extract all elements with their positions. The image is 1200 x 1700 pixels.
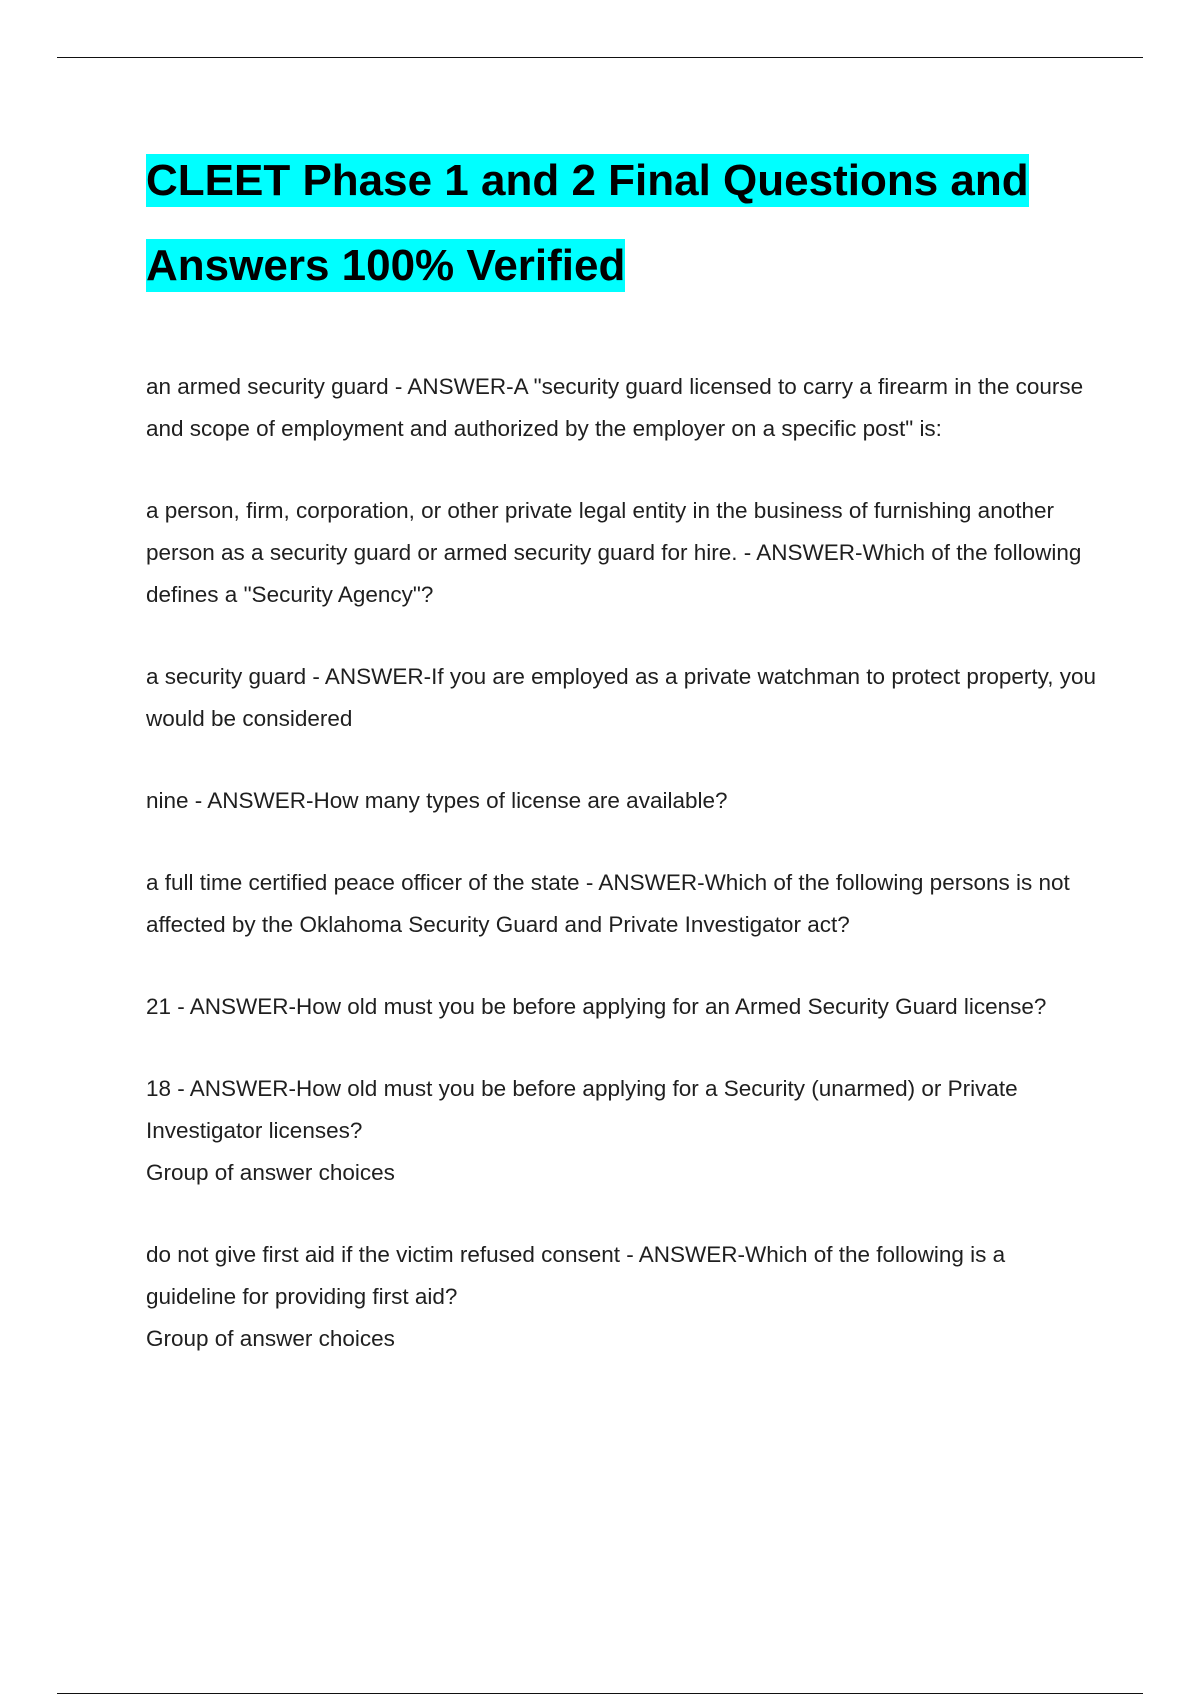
qa-text: 21 - ANSWER-How old must you be before applying for an Armed Security Guard license? [146,994,1047,1019]
qa-item-2 [146,490,1096,616]
qa-text: do not give first aid if the victim refused consent - ANSWER-Which of the following is a guideline for providing first aid? [146,1242,1006,1309]
qa-text: nine - ANSWER-How many types of license are available? [146,788,728,813]
qa-item-6 [146,986,1096,1028]
qa-item-1 [146,366,1096,450]
qa-note: Group of answer choices [146,1160,395,1185]
qa-item-8 [146,1234,1096,1360]
qa-text: 18 - ANSWER-How old must you be before applying for a Security (unarmed) or Private Investigator licenses? [146,1076,1018,1143]
title-highlight: CLEET Phase 1 and 2 Final Questions and Answers 100% Verified [146,156,1029,290]
qa-item-7 [146,1068,1096,1194]
qa-item-3 [146,656,1096,740]
document-title [146,138,1096,308]
qa-item-4 [146,780,1096,822]
qa-text: a person, firm, corporation, or other private legal entity in the business of furnishing another person as a security guard or armed security guard for hire. - ANSWER-Which of the following defines a "Security Agency"? [146,498,1082,607]
qa-item-5 [146,862,1096,946]
qa-note: Group of answer choices [146,1326,395,1351]
document-body [146,138,1096,1400]
bottom-rule [57,1693,1143,1694]
qa-text: a security guard - ANSWER-If you are employed as a private watchman to protect property, you would be considered [146,664,1097,731]
top-rule [57,57,1143,58]
qa-text: a full time certified peace officer of the state - ANSWER-Which of the following persons is not affected by the Oklahoma Security Guard and Private Investigator act? [146,870,1070,937]
qa-text: an armed security guard - ANSWER-A "security guard licensed to carry a firearm in the course and scope of employment and authorized by the employer on a specific post" is: [146,374,1084,441]
